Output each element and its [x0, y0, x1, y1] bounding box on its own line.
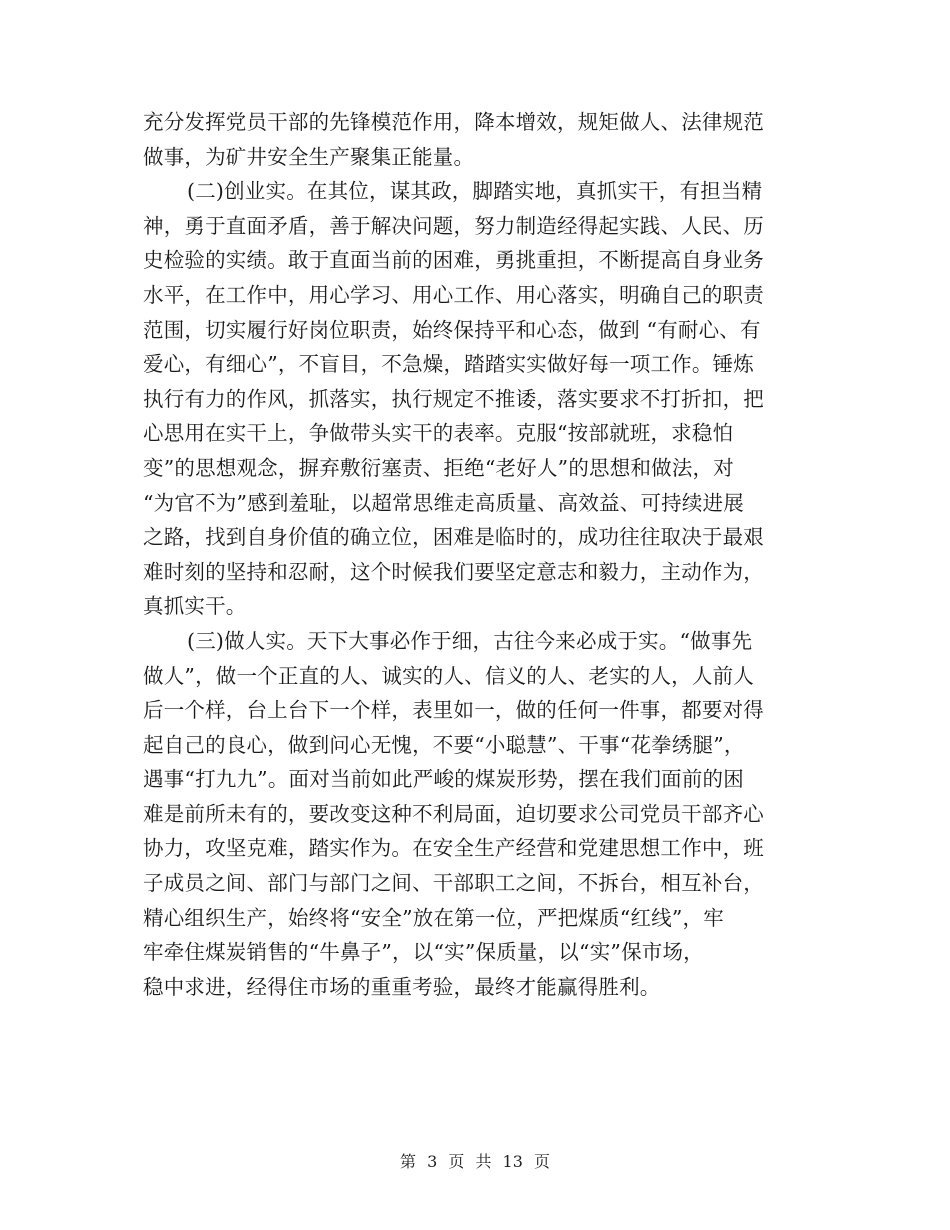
text-line: 变”的思想观念，摒弃敷衍塞责、拒绝“老好人”的思想和做法，对 [143, 455, 734, 480]
text-line: 稳中求进，经得住市场的重重考验，最终才能赢得胜利。 [143, 974, 661, 999]
text-line: 子成员之间、部门与部门之间、干部职工之间，不拆台，相互补台， [143, 871, 764, 896]
body-text [143, 105, 807, 1004]
text-line: 起自己的良心，做到问心无愧，不要“小聪慧”、干事“花拳绣腿”， [143, 732, 745, 757]
text-line: 遇事“打九九”。面对当前如此严峻的煤炭形势，摆在我们面前的困 [143, 767, 744, 792]
section-heading-line: (二)创业实。在其位，谋其政，脚踏实地，真抓实干，有担当精 [187, 179, 763, 204]
text-line: 做人”，做一个正直的人、诚实的人、信义的人、老实的人，人前人 [143, 663, 754, 688]
section-heading-line: (三)做人实。天下大事必作于细，古往今来必成于实。“做事先 [187, 628, 753, 653]
text-line: 范围，切实履行好岗位职责，始终保持平和心态，做到 “有耐心、有 [143, 317, 761, 342]
text-line: 史检验的实绩。敢于直面当前的困难，勇挑重担，不断提高自身业务 [143, 248, 764, 273]
text-line: 爱心，有细心”，不盲目，不急燥，踏踏实实做好每一项工作。锤炼 [143, 352, 754, 377]
page-number-footer: 第 3 页 共 13 页 [400, 1152, 550, 1171]
text-line: 之路，找到自身价值的确立位，困难是临时的，成功往往取决于最艰 [143, 525, 764, 550]
text-line: 真抓实干。 [143, 594, 247, 619]
text-line: 精心组织生产，始终将“安全”放在第一位，严把煤质“红线”，牢 [143, 905, 724, 930]
text-line: 执行有力的作风，抓落实，执行规定不推诿，落实要求不打折扣，把 [143, 386, 764, 411]
text-line: 难时刻的坚持和忍耐，这个时候我们要坚定意志和毅力，主动作为， [143, 559, 764, 584]
text-line: 水平，在工作中，用心学习、用心工作、用心落实，明确自己的职责 [143, 282, 764, 307]
text-line: 后一个样，台上台下一个样，表里如一，做的任何一件事，都要对得 [143, 698, 764, 723]
text-line: 难是前所未有的，要改变这种不利局面，迫切要求公司党员干部齐心 [143, 801, 764, 826]
text-line: 牢牵住煤炭销售的“牛鼻子”，以“实”保质量，以“实”保市场， [143, 940, 704, 965]
text-line: 心思用在实干上，争做带头实干的表率。克服“按部就班，求稳怕 [143, 421, 734, 446]
text-line: “为官不为”感到羞耻，以超常思维走高质量、高效益、可持续进展 [143, 490, 744, 515]
text-line: 做事，为矿井安全生产聚集正能量。 [143, 144, 475, 169]
text-line: 充分发挥党员干部的先锋模范作用，降本增效，规矩做人、法律规范 [143, 110, 764, 134]
text-line: 神，勇于直面矛盾，善于解决问题，努力制造经得起实践、人民、历 [143, 213, 764, 238]
text-line: 协力，攻坚克难，踏实作为。在安全生产经营和党建思想工作中，班 [143, 836, 764, 861]
